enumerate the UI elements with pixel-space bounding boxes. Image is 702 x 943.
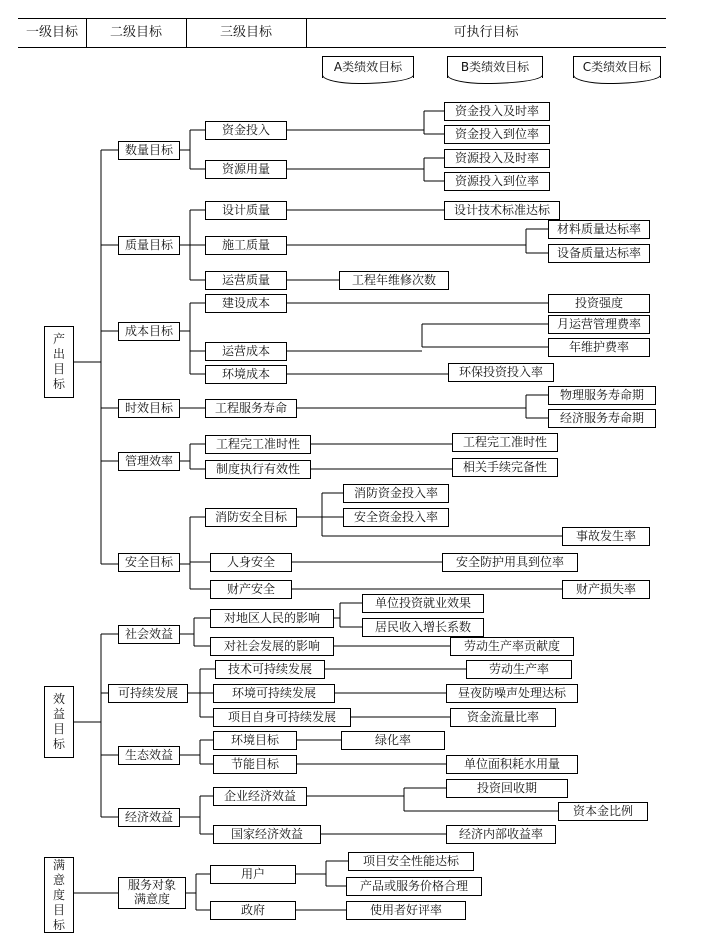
- l2-safety-node: 安全目标: [118, 553, 180, 572]
- e-phys-life-node: 物理服务寿命期: [548, 386, 656, 405]
- e-cashflow-node: 资金流量比率: [450, 708, 556, 727]
- node-char: 产: [52, 332, 65, 346]
- l1-benefit-node: [44, 686, 74, 758]
- e-payback-node: 投资回收期: [446, 779, 568, 798]
- node-line: 服务对象: [127, 878, 176, 893]
- e-rating-node: 使用者好评率: [346, 901, 466, 920]
- e-loss-node: 财产损失率: [562, 580, 650, 599]
- l2-social-node: 社会效益: [118, 625, 180, 644]
- l2-cost-node: 成本目标: [118, 322, 180, 341]
- l2-management-node: 管理效率: [118, 452, 180, 471]
- header-level3: 三级目标: [219, 25, 272, 40]
- e-env-invest-node: 环保投资投入率: [448, 363, 554, 382]
- e-income-node: 居民收入增长系数: [362, 618, 484, 637]
- l3-completion-node: 工程完工准时性: [205, 435, 311, 454]
- e-water-node: 单位面积耗水用量: [446, 755, 578, 774]
- l3-enterprise-node: 企业经济效益: [213, 787, 307, 806]
- header-executable: 可执行目标: [453, 25, 519, 40]
- l3-personal-node: 人身安全: [210, 553, 292, 572]
- l2-quality-node: 质量目标: [118, 236, 180, 255]
- e-accident-node: 事故发生率: [562, 527, 650, 546]
- node-line: 满意度: [133, 892, 170, 906]
- l3-social-dev-node: 对社会发展的影响: [210, 637, 334, 656]
- l3-local-people-node: 对地区人民的影响: [210, 609, 334, 628]
- l3-policy-node: 制度执行有效性: [205, 460, 311, 479]
- l3-tech-sus-node: 技术可持续发展: [215, 660, 325, 679]
- category-a-tag: A类绩效目标: [322, 56, 414, 78]
- node-char: 出: [52, 347, 65, 361]
- e-maint-cost-node: 年维护费率: [548, 338, 650, 357]
- e-labor-contrib-node: 劳动生产率贡献度: [450, 637, 574, 656]
- node-char: 效: [52, 692, 65, 706]
- e-fund-timely-node: 资金投入及时率: [444, 102, 550, 121]
- l2-sustain-node: 可持续发展: [108, 684, 188, 703]
- header-level1: 一级目标: [25, 25, 78, 40]
- l1-output-node: [44, 326, 74, 398]
- e-invest-intensity-node: 投资强度: [548, 294, 650, 313]
- l3-fund-input-node: 资金投入: [205, 121, 287, 140]
- l3-design-quality-node: 设计质量: [205, 201, 287, 220]
- e-fund-inplace-node: 资金投入到位率: [444, 125, 550, 144]
- l3-env-goal-node: 环境目标: [213, 731, 297, 750]
- header-level2: 二级目标: [109, 25, 162, 40]
- l3-env-sus-node: 环境可持续发展: [213, 684, 335, 703]
- node-char: 目: [52, 722, 65, 736]
- l3-self-sus-node: 项目自身可持续发展: [213, 708, 351, 727]
- l3-operation-cost-node: 运营成本: [205, 342, 287, 361]
- e-fire-invest-node: 消防资金投入率: [343, 484, 449, 503]
- l2-eco-node: 生态效益: [118, 746, 180, 765]
- l3-env-cost-node: 环境成本: [205, 365, 287, 384]
- node-char: 益: [52, 707, 65, 721]
- l3-resource-use-node: 资源用量: [205, 160, 287, 179]
- e-green-node: 绿化率: [341, 731, 445, 750]
- l2-quantity-node: 数量目标: [118, 141, 180, 160]
- l3-gov-node: 政府: [210, 901, 296, 920]
- node-char: 标: [52, 917, 65, 932]
- node-char: 标: [52, 377, 65, 391]
- e-equipment-node: 设备质量达标率: [548, 244, 650, 263]
- e-econ-life-node: 经济服务寿命期: [548, 409, 656, 428]
- e-price-node: 产品或服务价格合理: [346, 877, 482, 896]
- l2-economic-node: 经济效益: [118, 808, 180, 827]
- e-procedure-node: 相关手续完备性: [452, 458, 558, 477]
- l1-satisfaction-node: [44, 857, 74, 933]
- l3-energy-node: 节能目标: [213, 755, 297, 774]
- e-safety-invest-node: 安全资金投入率: [343, 508, 449, 527]
- node-char: 目: [52, 362, 65, 376]
- l2-timeliness-node: 时效目标: [118, 399, 180, 418]
- e-design-std-node: 设计技术标准达标: [444, 201, 560, 220]
- l3-user-node: 用户: [210, 865, 296, 884]
- category-c-tag: C类绩效目标: [573, 56, 661, 78]
- e-labor-node: 劳动生产率: [466, 660, 572, 679]
- e-monthly-cost-node: 月运营管理费率: [548, 315, 650, 334]
- l3-construction-quality-node: 施工质量: [205, 236, 287, 255]
- e-completion-node: 工程完工准时性: [452, 433, 558, 452]
- e-irr-node: 经济内部收益率: [446, 825, 556, 844]
- l3-build-cost-node: 建设成本: [205, 294, 287, 313]
- e-noise-node: 昼夜防噪声处理达标: [446, 684, 578, 703]
- e-employment-node: 单位投资就业效果: [362, 594, 484, 613]
- l3-property-node: 财产安全: [210, 580, 292, 599]
- e-capital-node: 资本金比例: [558, 802, 648, 821]
- node-char: 意: [52, 872, 65, 887]
- l2-service-node: [118, 877, 186, 909]
- e-repair-node: 工程年维修次数: [339, 271, 449, 290]
- e-res-inplace-node: 资源投入到位率: [444, 172, 550, 191]
- e-res-timely-node: 资源投入及时率: [444, 149, 550, 168]
- node-char: 满: [52, 857, 65, 872]
- e-material-node: 材料质量达标率: [548, 220, 650, 239]
- node-char: 目: [52, 902, 65, 917]
- node-char: 标: [52, 737, 65, 751]
- l3-service-life-node: 工程服务寿命: [205, 399, 297, 418]
- category-b-tag: B类绩效目标: [447, 56, 543, 78]
- e-protect-node: 安全防护用具到位率: [442, 553, 578, 572]
- l3-national-node: 国家经济效益: [213, 825, 321, 844]
- e-safety-perf-node: 项目安全性能达标: [348, 852, 474, 871]
- node-char: 度: [52, 887, 65, 902]
- l3-fire-node: 消防安全目标: [205, 508, 297, 527]
- l3-operation-quality-node: 运营质量: [205, 271, 287, 290]
